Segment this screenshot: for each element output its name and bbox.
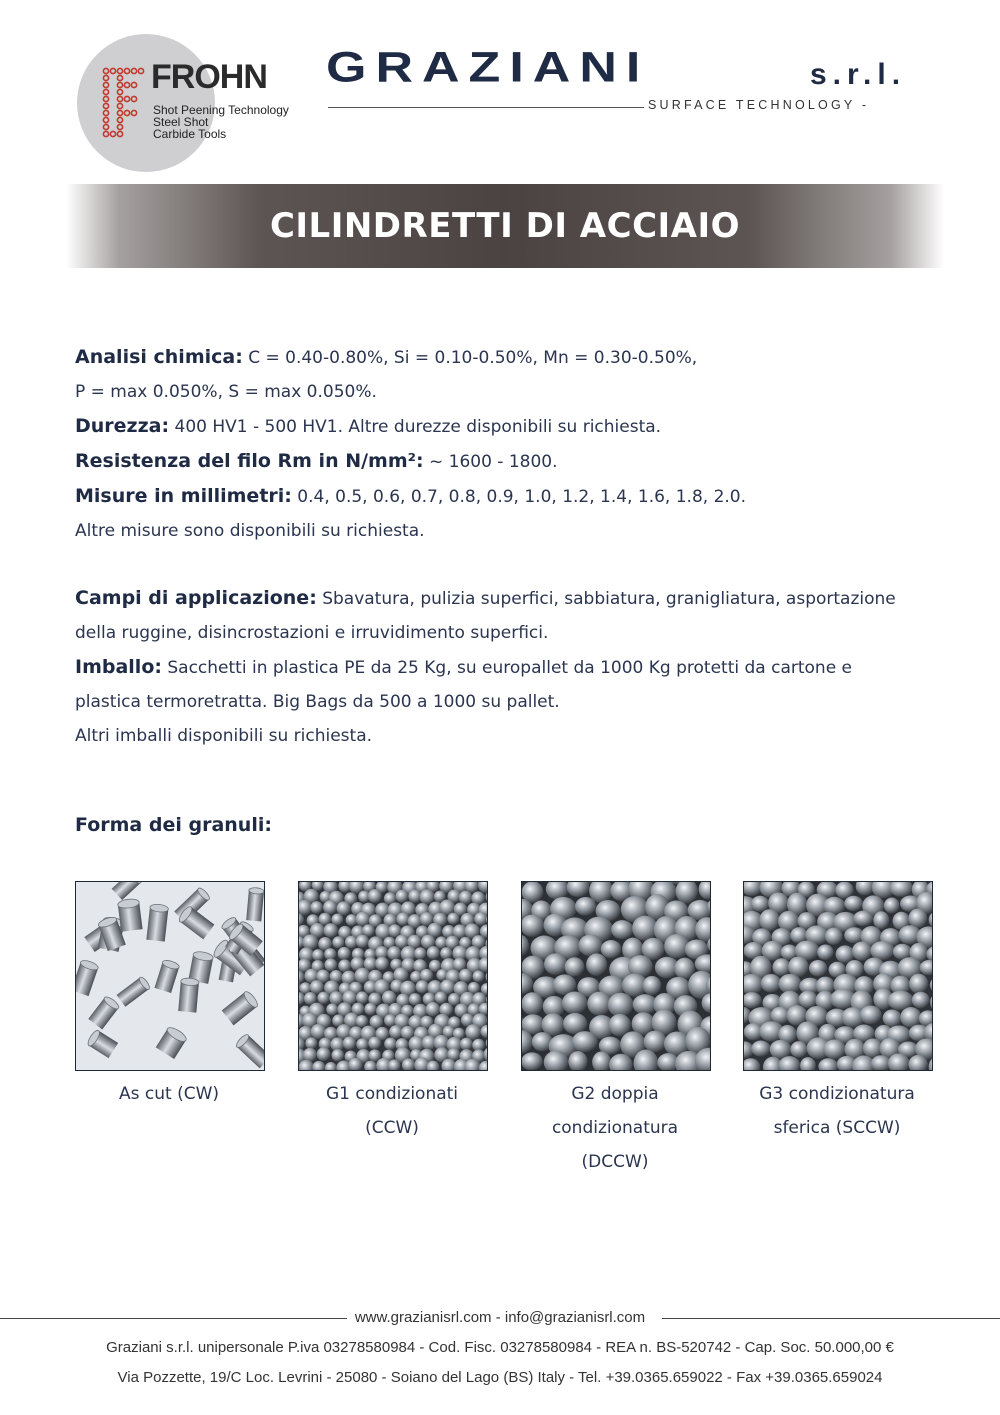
grain-image-ccw [298, 881, 488, 1071]
misure-row [75, 479, 935, 514]
steel-shot-small-icon [299, 882, 487, 1070]
footer-web-row [0, 1308, 1000, 1328]
footer-web[interactable]: www.grazianisrl.com - info@grazianisrl.com [347, 1309, 653, 1326]
caption-line: condizionatura [551, 1118, 679, 1138]
caption-line: As cut (CW) [118, 1084, 220, 1104]
title-banner [66, 184, 944, 268]
grain-image-sccw [743, 881, 933, 1071]
imballo-cont-2: Altri imballi disponibili su richiesta. [75, 726, 373, 746]
campi-row [75, 581, 935, 616]
page-title: CILINDRETTI DI ACCIAIO [269, 206, 741, 246]
section-gap [75, 548, 935, 581]
grain-caption-cw [59, 1077, 279, 1111]
campi-cont: della ruggine, disincrostazioni e irruvidimento superfici. [75, 623, 549, 643]
misure-cont: Altre misure sono disponibili su richiesta. [75, 521, 425, 541]
steel-cylinders-icon [76, 882, 264, 1070]
durezza-label: Durezza: [75, 415, 170, 437]
imballo-row [75, 650, 935, 685]
caption-line: G3 condizionatura [759, 1084, 915, 1104]
analisi-cont: P = max 0.050%, S = max 0.050%. [75, 382, 377, 402]
footer-address: Via Pozzette, 19/C Loc. Levrini - 25080 - Soiano del Lago (BS) Italy - Tel. +39.0365.659022 - Fax +39.0365.659024 [117, 1369, 883, 1386]
footer-company: Graziani s.r.l. unipersonale P.iva 03278580984 - Cod. Fisc. 03278580984 - REA n. BS-520742 - Cap. Soc. 50.000,00 € [106, 1339, 894, 1356]
durezza-row [75, 409, 935, 444]
grain-caption-ccw [282, 1077, 502, 1145]
campi-value: Sbavatura, pulizia superfici, sabbiatura, granigliatura, asportazione [316, 589, 896, 609]
graziani-rule [328, 107, 644, 108]
misure-value: 0.4, 0.5, 0.6, 0.7, 0.8, 0.9, 1.0, 1.2, 1.4, 1.6, 1.8, 2.0. [291, 487, 747, 507]
caption-line: (CCW) [365, 1118, 419, 1138]
frohn-f-mark-icon [101, 66, 147, 138]
imballo-label: Imballo: [75, 656, 162, 678]
caption-line: G2 doppia [571, 1084, 659, 1104]
durezza-value: 400 HV1 - 500 HV1. Altre durezze disponibili su richiesta. [169, 417, 662, 437]
steel-shot-spherical-icon [744, 882, 932, 1070]
analisi-row [75, 340, 935, 375]
resistenza-label: Resistenza del filo Rm in N/mm²: [75, 450, 424, 472]
grain-caption-sccw [727, 1077, 947, 1145]
frohn-line-3: Carbide Tools [153, 127, 227, 141]
grain-caption-dccw [505, 1077, 725, 1179]
analisi-value: C = 0.40-0.80%, Si = 0.10-0.50%, Mn = 0.30-0.50%, [242, 348, 698, 368]
resistenza-row [75, 444, 935, 479]
frohn-line-2: Steel Shot [153, 115, 209, 129]
steel-shot-double-icon [522, 882, 710, 1070]
grains-heading: Forma dei granuli: [75, 814, 272, 836]
caption-line: G1 condizionati [325, 1084, 459, 1104]
frohn-line-1: Shot Peening Technology [153, 103, 289, 117]
resistenza-value: ~ 1600 - 1800. [423, 452, 558, 472]
grain-image-cw [75, 881, 265, 1071]
caption-line: sferica (SCCW) [773, 1118, 901, 1138]
graziani-tagline: SURFACE TECHNOLOGY - [648, 98, 870, 112]
misure-label: Misure in millimetri: [75, 485, 292, 507]
caption-line: (DCCW) [581, 1152, 649, 1172]
graziani-brand-suffix: s.r.l. [810, 58, 907, 91]
campi-label: Campi di applicazione: [75, 587, 317, 609]
frohn-brand-name: FROHN [151, 58, 267, 96]
imballo-value: Sacchetti in plastica PE da 25 Kg, su europallet da 1000 Kg protetti da cartone e [161, 658, 853, 678]
analisi-label: Analisi chimica: [75, 346, 243, 368]
graziani-brand-name: GRAZIANI [326, 43, 650, 92]
spec-section [75, 340, 935, 753]
imballo-cont: plastica termoretratta. Big Bags da 500 a 1000 su pallet. [75, 692, 560, 712]
grain-image-dccw [521, 881, 711, 1071]
